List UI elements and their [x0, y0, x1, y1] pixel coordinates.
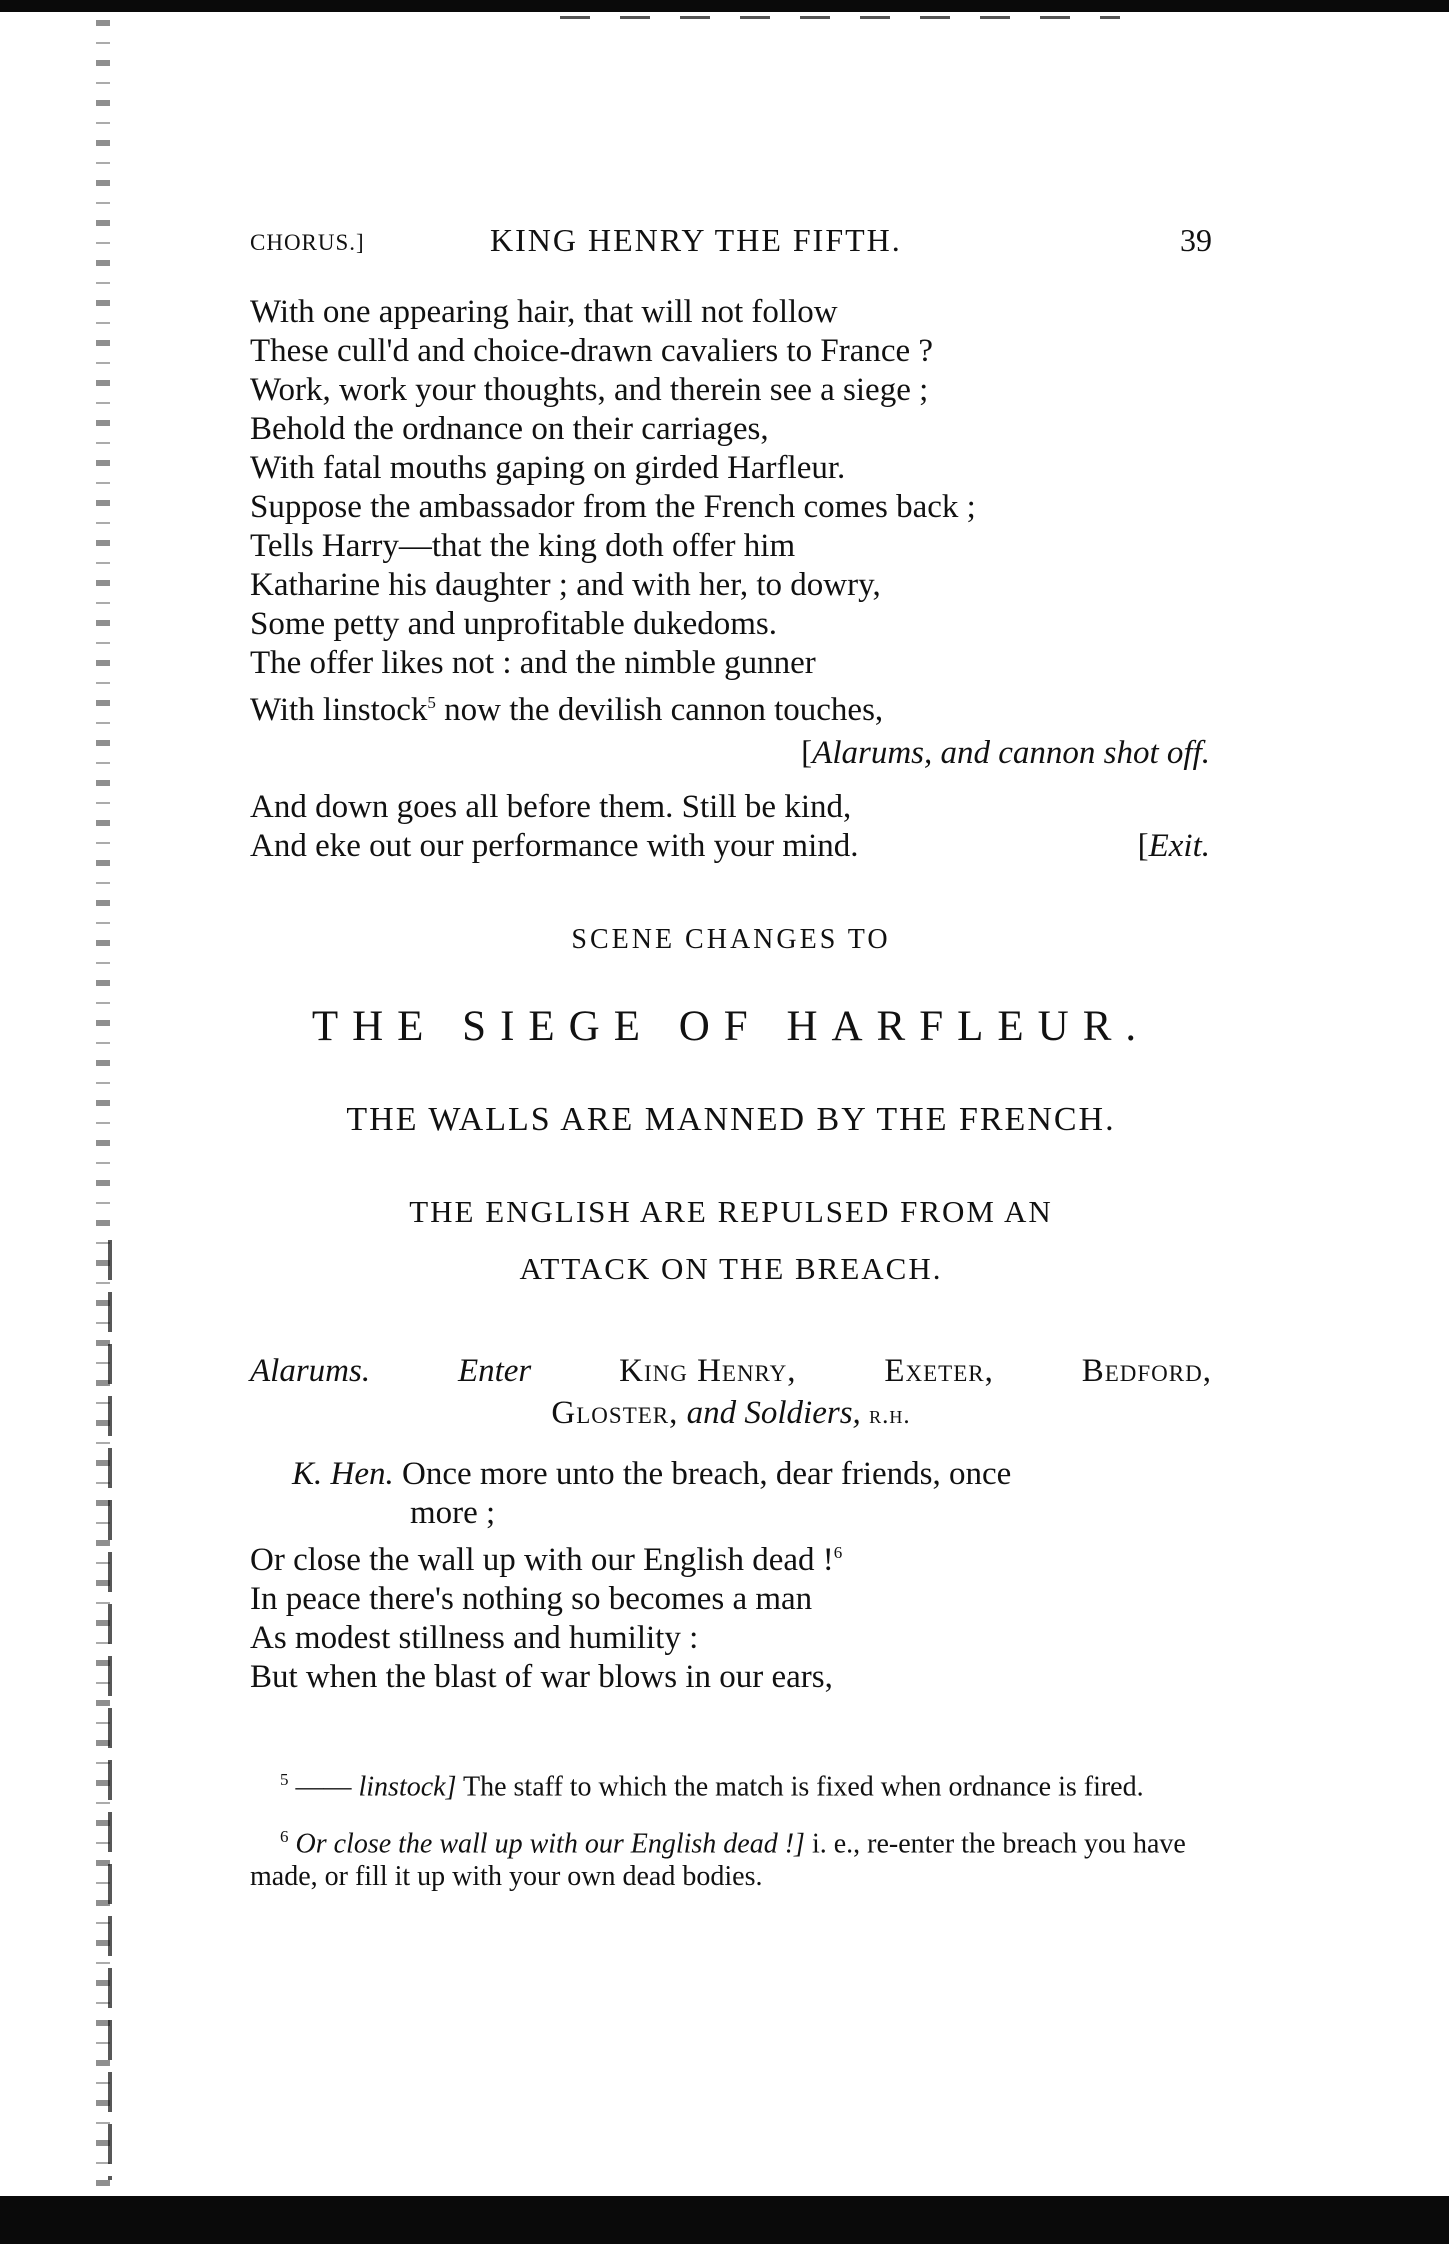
running-head-section: CHORUS.]	[250, 230, 365, 255]
speech-turnover: more ;	[410, 1495, 496, 1531]
footnote-ref-5: 5	[427, 693, 436, 712]
scan-bottom-edge	[0, 2196, 1449, 2244]
verse-line: The offer likes not : and the nimble gunner	[250, 645, 816, 681]
verse-line: With fatal mouths gaping on girded Harfleur.	[250, 450, 846, 486]
footnote-5: $^5$ —— linstock] The staff to which the match is fixed when ordnance is fired.	[280, 1770, 1144, 1803]
verse-line-linstock: With linstock$^5$ now the devilish cannon touches,	[250, 692, 884, 728]
verse-line: As modest stillness and humility :	[250, 1620, 699, 1656]
scene-changes-heading: SCENE CHANGES TO	[571, 924, 891, 955]
entry-enter: Enter	[457, 1353, 532, 1389]
king-henry-speech	[250, 1455, 1210, 1697]
entry-exeter: Exeter,	[884, 1353, 994, 1389]
running-head-title: KING HENRY THE FIFTH.	[490, 222, 902, 258]
verse-line: And down goes all before them. Still be kind,	[250, 789, 852, 825]
verse-line-dead: Or close the wall up with our English dead !$^6$	[250, 1542, 843, 1578]
verse-line: With one appearing hair, that will not follow	[250, 294, 838, 330]
footnote-ref-6: 6	[833, 1543, 843, 1562]
chorus-verse-a	[250, 293, 1210, 774]
verse-line: Some petty and unprofitable dukedoms.	[250, 606, 777, 642]
verse-line: But when the blast of war blows in our ears,	[250, 1659, 833, 1695]
verse-line-exit: And eke out our performance with your mind. [Exit.	[250, 828, 1210, 864]
entry-position: r.h.	[869, 1402, 911, 1429]
running-head	[250, 222, 1212, 262]
exit-direction: [Exit.	[1137, 828, 1210, 864]
walls-heading: THE WALLS ARE MANNED BY THE FRENCH.	[346, 1101, 1116, 1138]
verse-line: These cull'd and choice-drawn cavaliers to France ?	[250, 333, 934, 369]
chorus-verse-b	[250, 788, 1210, 866]
entry-king-henry: King Henry,	[619, 1353, 797, 1389]
stage-direction-alarums: [Alarums, and cannon shot off.	[801, 735, 1210, 771]
verse-line: Suppose the ambassador from the French comes back ;	[250, 489, 976, 525]
speech-first-line: K. Hen. Once more unto the breach, dear friends, once	[292, 1456, 1012, 1492]
footnotes	[250, 1764, 1212, 1911]
siege-heading: THE SIEGE OF HARFLEUR.	[311, 1003, 1151, 1050]
verse-line: In peace there's nothing so becomes a man	[250, 1581, 813, 1617]
verse-line: Katharine his daughter ; and with her, to dowry,	[250, 567, 881, 603]
footnote-6: $^6$ Or close the wall up with our English dead !] i. e., re-enter the breach you have made, or fill it up with your own dead bodies.	[250, 1827, 1186, 1892]
entry-gloster: Gloster,	[551, 1395, 679, 1431]
page-number: 39	[1180, 222, 1212, 258]
entry-alarums: Alarums.	[250, 1353, 371, 1389]
entry-soldiers: and Soldiers,	[686, 1395, 861, 1431]
verse-line: Work, work your thoughts, and therein see a siege ;	[250, 372, 929, 408]
speaker-name: K. Hen.	[292, 1456, 394, 1492]
english-heading-line-2: ATTACK ON THE BREACH.	[519, 1251, 943, 1286]
verse-line: Behold the ordnance on their carriages,	[250, 411, 769, 447]
entry-stage-direction	[250, 1350, 1212, 1434]
verse-line: Tells Harry—that the king doth offer him	[250, 528, 796, 564]
english-heading-line-1: THE ENGLISH ARE REPULSED FROM AN	[409, 1194, 1053, 1229]
entry-bedford: Bedford,	[1081, 1353, 1212, 1389]
